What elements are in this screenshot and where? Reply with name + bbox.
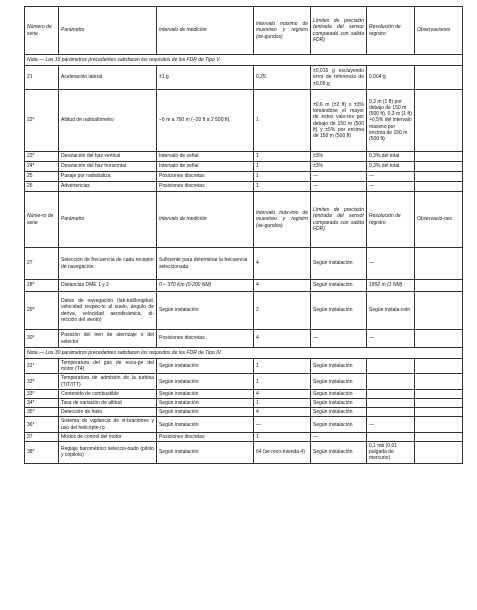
cell-param: Modos de control del motor (59, 432, 157, 441)
table-row (25, 292, 463, 330)
cell-limits: Según instalación (311, 248, 367, 280)
cell-resolution: 0,1 mb (0,01 pulgada de mercurio) (367, 442, 415, 464)
cell-range: Intervalo de señal (157, 152, 254, 162)
cell-range: Según instalación (157, 408, 254, 417)
parameter-table (24, 6, 463, 464)
header-notes: Observacio-nes (415, 192, 463, 248)
cell-interval: 64 (se reco-mienda 4) (254, 442, 311, 464)
cell-limits: — (311, 172, 367, 182)
table-note: Nota.— Los 15 parámetros precedentes satisfacen los requisitos de los FDR de Tipo V. (25, 55, 463, 66)
cell-resolution: 0,3% del total (367, 152, 415, 162)
table-row (25, 162, 463, 172)
cell-notes (415, 292, 463, 330)
cell-interval: 4 (254, 248, 311, 280)
table-note-row (25, 348, 463, 359)
cell-range: Según instalación (157, 359, 254, 374)
cell-interval: 4 (254, 408, 311, 417)
cell-limits: Según instalación (311, 374, 367, 389)
cell-resolution: — (367, 182, 415, 192)
cell-resolution (367, 408, 415, 417)
cell-notes (415, 90, 463, 152)
cell-range: Según instalación (157, 417, 254, 432)
cell-param: Sistema de vigilancia de vi-braciones y uso del helicópte-ro (59, 417, 157, 432)
cell-resolution (367, 432, 415, 441)
cell-num: 26 (25, 182, 59, 192)
table-row (25, 280, 463, 292)
table-row (25, 330, 463, 348)
cell-limits: Según instalación (311, 399, 367, 408)
cell-notes (415, 248, 463, 280)
header-interval: Intervalo máximo de muestreo y registro (se-gundos) (254, 7, 311, 55)
cell-interval: 1 (254, 432, 311, 441)
table-row (25, 359, 463, 374)
cell-param: Reglaje barométrico seleccio-nado (piloto y copiloto) (59, 442, 157, 464)
cell-param: Contenido de combustible (59, 389, 157, 398)
cell-limits: — (311, 432, 367, 441)
cell-notes (415, 152, 463, 162)
table-header-row (25, 192, 463, 248)
cell-resolution (367, 389, 415, 398)
cell-limits: ±0,015 g excluyendo error de referencia de ±0,05 g (311, 66, 367, 90)
header-param: Parámetro (59, 7, 157, 55)
cell-interval: 1 (254, 359, 311, 374)
cell-notes (415, 162, 463, 172)
cell-range: −6 m a 750 m (−20 ft a 2 500 ft) (157, 90, 254, 152)
cell-param: Datos de navegación (lati-tud/longitud, velocidad respec-to al suelo, ángulo de deriva, velocidad aerodinámica, di-rección del viento) (59, 292, 157, 330)
cell-notes (415, 182, 463, 192)
table-row (25, 374, 463, 389)
header-num: Número de serie (25, 7, 59, 55)
cell-interval: 4 (254, 389, 311, 398)
cell-interval: 1 (254, 399, 311, 408)
header-param: Parámetro (59, 192, 157, 248)
table-row (25, 90, 463, 152)
cell-range: Según instalación (157, 292, 254, 330)
cell-num: 37 (25, 432, 59, 441)
cell-interval: 1 (254, 374, 311, 389)
cell-range: Posiciones discretas (157, 330, 254, 348)
cell-num: 22* (25, 90, 59, 152)
cell-num: 34* (25, 399, 59, 408)
cell-limits: ±0,6 m (±2 ft) o ±3% tomándose el mayor de estos valo-res por debajo de 150 m (500 ft) y ±5% por encima de 150 m (500 ft) (311, 90, 367, 152)
cell-range: Posiciones discretas (157, 172, 254, 182)
table-row (25, 432, 463, 441)
table-row (25, 442, 463, 464)
cell-range: Posiciones discretas (157, 182, 254, 192)
cell-limits: Según instalación (311, 408, 367, 417)
cell-resolution (367, 359, 415, 374)
cell-resolution: — (367, 330, 415, 348)
cell-resolution (367, 399, 415, 408)
header-interval: Intervalo máx-imo de muestreo y registro (se-gundos) (254, 192, 311, 248)
cell-resolution: — (367, 172, 415, 182)
cell-interval: 1 (254, 172, 311, 182)
cell-notes (415, 399, 463, 408)
cell-num: 38* (25, 442, 59, 464)
cell-resolution: — (367, 248, 415, 280)
cell-notes (415, 374, 463, 389)
table-row (25, 417, 463, 432)
cell-param: Distancias DME 1 y 2 (59, 280, 157, 292)
table-row (25, 66, 463, 90)
cell-interval: 4 (254, 330, 311, 348)
cell-notes (415, 280, 463, 292)
cell-param: Desviación del haz horizontal (59, 162, 157, 172)
cell-interval: 1 (254, 152, 311, 162)
cell-limits: Según instalación (311, 417, 367, 432)
cell-range: Posiciones discretas (157, 432, 254, 441)
cell-num: 24* (25, 162, 59, 172)
cell-notes (415, 172, 463, 182)
cell-num: 31* (25, 359, 59, 374)
cell-notes (415, 442, 463, 464)
cell-range: Según instalación (157, 442, 254, 464)
header-num: Núme-ro de serie (25, 192, 59, 248)
cell-num: 35* (25, 408, 59, 417)
cell-resolution (367, 374, 415, 389)
cell-param: Temperatura de admisión de la turbina (TIT/ITT) (59, 374, 157, 389)
cell-range: 0 – 370 Km (0-200 NM) (157, 280, 254, 292)
cell-param: Tasa de variación de altitud (59, 399, 157, 408)
header-limits: Límites de precisión (entrada del sensor comparada con salida FDR) (311, 7, 367, 55)
table-note-row (25, 55, 463, 66)
table-header-row (25, 7, 463, 55)
header-resolution: Resolución de registro (367, 192, 415, 248)
cell-param: Advertencias (59, 182, 157, 192)
cell-range: Según instalación (157, 399, 254, 408)
cell-notes (415, 417, 463, 432)
cell-range: Suficiente para determinar la frecuencia seleccionada (157, 248, 254, 280)
table-row (25, 248, 463, 280)
cell-range: ±1 g (157, 66, 254, 90)
cell-notes (415, 389, 463, 398)
cell-interval: 0,25 (254, 66, 311, 90)
cell-num: 30* (25, 330, 59, 348)
cell-notes (415, 330, 463, 348)
table-row (25, 399, 463, 408)
cell-num: 21 (25, 66, 59, 90)
table-row (25, 172, 463, 182)
cell-limits: Según instalación (311, 359, 367, 374)
cell-range: Según instalación (157, 374, 254, 389)
header-range: Intervalo de medición (157, 192, 254, 248)
cell-notes (415, 408, 463, 417)
cell-range: Intervalo de señal (157, 162, 254, 172)
cell-notes (415, 359, 463, 374)
cell-param: Pasaje por radiobaliza (59, 172, 157, 182)
cell-num: 32* (25, 374, 59, 389)
cell-limits: — (311, 330, 367, 348)
cell-range: Según instalación (157, 389, 254, 398)
cell-interval: — (254, 417, 311, 432)
header-range: Intervalo de medición (157, 7, 254, 55)
cell-num: 25 (25, 172, 59, 182)
cell-interval: 1 (254, 90, 311, 152)
header-notes: Observaciones (415, 7, 463, 55)
header-limits: Límites de precisión (entrada del sensor comparada con salida FDR) (311, 192, 367, 248)
cell-param: Aceleración lateral (59, 66, 157, 90)
cell-resolution: 0,004 g (367, 66, 415, 90)
cell-notes (415, 432, 463, 441)
cell-limits: Según instalación (311, 442, 367, 464)
cell-notes (415, 66, 463, 90)
cell-num: 23* (25, 152, 59, 162)
cell-limits: Según instalación (311, 389, 367, 398)
cell-param: Posición del tren de aterrizaje o del selector (59, 330, 157, 348)
header-resolution: Resolución de registro (367, 7, 415, 55)
cell-resolution: Según instala-ción (367, 292, 415, 330)
cell-num: 29* (25, 292, 59, 330)
cell-limits: — (311, 182, 367, 192)
cell-resolution: 1852 m (1 NM) (367, 280, 415, 292)
cell-param: Desviación del haz vertical (59, 152, 157, 162)
cell-resolution: 0,3 m (1 ft) por debajo de 150 m (500 ft), 0,3 m (1 ft) +0,5% del intervalo máximo por encima de 150 m (500 ft) (367, 90, 415, 152)
table-row (25, 152, 463, 162)
cell-num: 28* (25, 280, 59, 292)
cell-param: Detección de hielo (59, 408, 157, 417)
cell-interval: 2 (254, 292, 311, 330)
cell-interval: 1 (254, 182, 311, 192)
cell-resolution: 0,3% del total (367, 162, 415, 172)
table-row (25, 389, 463, 398)
cell-limits: ±3% (311, 152, 367, 162)
cell-param: Temperatura del gas de esca-pe del motor (T4) (59, 359, 157, 374)
cell-resolution: — (367, 417, 415, 432)
cell-num: 27 (25, 248, 59, 280)
cell-interval: 4 (254, 280, 311, 292)
table-row (25, 182, 463, 192)
table-row (25, 408, 463, 417)
cell-limits: ±3% (311, 162, 367, 172)
cell-param: Altitud de radioaltímetro (59, 90, 157, 152)
cell-num: 33* (25, 389, 59, 398)
cell-limits: Según instalación (311, 292, 367, 330)
cell-limits: Según instalación (311, 280, 367, 292)
cell-param: Selección de frecuencia de cada receptor de navegación (59, 248, 157, 280)
cell-num: 36* (25, 417, 59, 432)
cell-interval: 1 (254, 162, 311, 172)
table-note: Nota.— Los 30 parámetros precedentes satisfacen los requisitos de los FDR de Tipo IV. (25, 348, 463, 359)
